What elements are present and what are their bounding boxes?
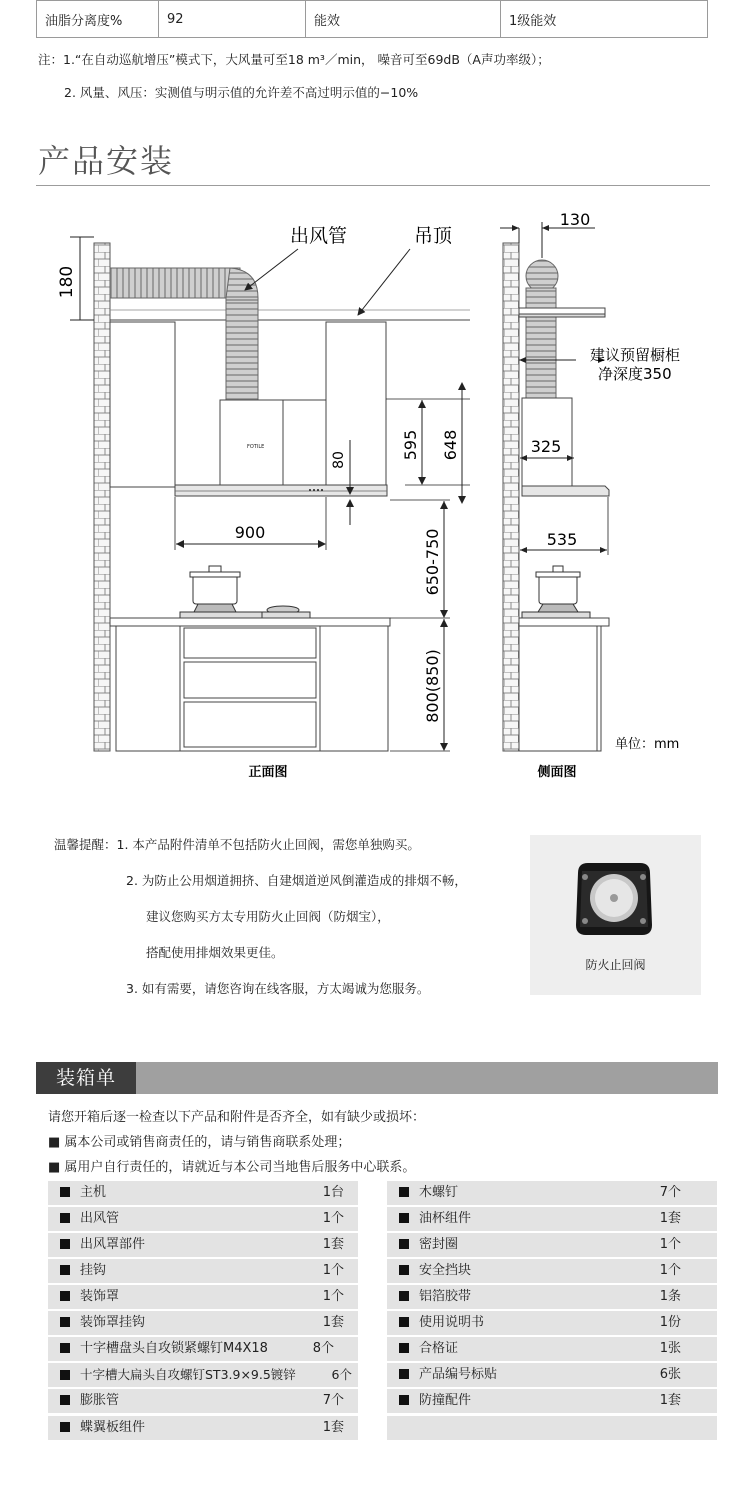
item-qty: 1套 <box>659 1211 681 1226</box>
item-qty: 1套 <box>322 1420 344 1435</box>
item-qty: 6个 <box>331 1367 352 1382</box>
horizontal-duct <box>110 268 240 298</box>
pot <box>193 574 237 604</box>
item-name: 铝箔胶带 <box>419 1289 472 1304</box>
bullet-square-icon <box>399 1291 409 1301</box>
spec-cell: 油脂分离度% <box>37 1 159 38</box>
item-qty: 1个 <box>322 1289 344 1304</box>
item-name: 密封圈 <box>419 1237 459 1252</box>
spec-cell: 92 <box>159 1 306 38</box>
packing-title: 装箱单 <box>36 1062 136 1094</box>
packing-intro: 请您开箱后逐一检查以下产品和附件是否齐全，如有缺少或损坏： <box>48 1110 426 1125</box>
table-row <box>37 1 708 38</box>
item-name: 安全挡块 <box>419 1263 472 1278</box>
item-qty: 1张 <box>659 1341 681 1356</box>
bullet-square-icon <box>60 1395 70 1405</box>
wall <box>503 243 519 751</box>
tip-5: 3. 如有需要，请您咨询在线客服，方太竭诚为您服务。 <box>126 981 430 996</box>
item-qty: 1套 <box>322 1315 344 1330</box>
list-item <box>387 1207 717 1231</box>
item-qty: 8个 <box>312 1341 334 1356</box>
list-item <box>48 1259 358 1283</box>
list-item <box>48 1337 358 1361</box>
list-item <box>48 1363 358 1387</box>
bullet-square-icon <box>399 1239 409 1249</box>
list-item <box>48 1416 358 1440</box>
dim-648: 648 <box>441 429 460 461</box>
label-cabinet-2: 净深度350 <box>598 365 672 383</box>
item-name: 膨胀管 <box>80 1393 120 1408</box>
bullet-square-icon <box>60 1239 70 1249</box>
dim-535: 535 <box>546 530 578 549</box>
product-image-box <box>530 835 701 995</box>
bullet-square-icon <box>399 1369 409 1379</box>
item-qty: 1套 <box>322 1237 344 1252</box>
list-item <box>48 1233 358 1257</box>
base-cabinet <box>116 626 388 751</box>
list-item <box>48 1181 358 1205</box>
item-qty: 1个 <box>659 1263 681 1278</box>
list-item <box>48 1389 358 1413</box>
item-qty: 1台 <box>322 1185 344 1200</box>
item-name: 使用说明书 <box>419 1315 485 1330</box>
item-qty: 1个 <box>322 1263 344 1278</box>
list-item <box>387 1285 717 1309</box>
countertop <box>519 618 609 626</box>
item-name: 装饰罩挂钩 <box>80 1315 146 1330</box>
tip-2: 2. 为防止公用烟道拥挤、自建烟道逆风倒灌造成的排烟不畅， <box>126 873 467 888</box>
tip-1: 温馨提醒：1. 本产品附件清单不包括防火止回阀，需您单独购买。 <box>54 837 420 852</box>
dim-325: 325 <box>530 437 562 456</box>
bullet-square-icon <box>60 1343 70 1353</box>
upper-shelf <box>519 308 605 314</box>
list-item <box>387 1233 717 1257</box>
item-name: 合格证 <box>419 1341 459 1356</box>
front-view-caption: 正面图 <box>248 765 288 780</box>
list-item <box>387 1363 717 1387</box>
note-1: 注：1.“在自动巡航增压”模式下，大风量可至18 m³／min， 噪音可至69dB（A声功率级）； <box>38 52 550 67</box>
list-item-empty <box>387 1416 717 1440</box>
list-item <box>48 1285 358 1309</box>
item-name: 防撞配件 <box>419 1393 472 1408</box>
bullet-square-icon <box>399 1265 409 1275</box>
dim-180: 180 <box>57 265 77 299</box>
side-view <box>500 210 680 752</box>
item-qty: 7个 <box>322 1393 344 1408</box>
brand-text: FOTILE <box>247 444 265 450</box>
list-item <box>387 1259 717 1283</box>
packing-header-bar <box>36 1062 718 1094</box>
tip-3: 建议您购买方太专用防火止回阀（防烟宝）， <box>146 909 390 924</box>
item-name: 装饰罩 <box>80 1289 120 1304</box>
pot <box>539 574 577 604</box>
item-name: 出风管 <box>80 1211 120 1226</box>
list-item <box>387 1389 717 1413</box>
item-name: 主机 <box>80 1185 107 1200</box>
item-qty: 6张 <box>659 1367 681 1382</box>
dim-650-750: 650-750 <box>423 528 442 596</box>
item-name: 蝶翼板组件 <box>80 1420 146 1435</box>
item-qty: 1个 <box>659 1237 681 1252</box>
item-name: 油杯组件 <box>419 1211 472 1226</box>
dim-130: 130 <box>559 210 591 229</box>
list-item <box>387 1337 717 1361</box>
item-qty: 1个 <box>322 1211 344 1226</box>
duct-section <box>526 260 558 292</box>
unit-label: 单位：mm <box>615 737 680 752</box>
section-title: 产品安装 <box>38 142 175 180</box>
vertical-duct <box>526 288 556 400</box>
vertical-duct <box>226 300 258 400</box>
installation-diagram <box>0 195 750 795</box>
bullet-square-icon <box>60 1265 70 1275</box>
item-name: 木螺钉 <box>419 1185 459 1200</box>
item-qty: 1份 <box>659 1315 681 1330</box>
item-qty: 1条 <box>659 1289 681 1304</box>
wall <box>94 243 110 751</box>
item-name: 十字槽盘头自攻锁紧螺钉M4X18 <box>80 1341 268 1356</box>
item-name: 挂钩 <box>80 1263 107 1278</box>
dim-800: 800(850) <box>423 649 442 723</box>
divider <box>36 185 710 186</box>
spec-cell: 能效 <box>306 1 501 38</box>
side-view-caption: 侧面图 <box>537 765 577 780</box>
label-ceiling: 吊顶 <box>414 225 453 247</box>
spec-table <box>36 0 708 38</box>
countertop <box>110 618 390 626</box>
bullet-square-icon <box>399 1343 409 1353</box>
list-item <box>48 1207 358 1231</box>
item-name: 十字槽大扁头自攻螺钉ST3.9×9.5镀锌 <box>80 1367 296 1382</box>
product-caption: 防火止回阀 <box>585 958 646 972</box>
item-qty: 7个 <box>659 1185 681 1200</box>
tip-4: 搭配使用排烟效果更佳。 <box>146 945 284 960</box>
item-qty: 1套 <box>659 1393 681 1408</box>
bullet-square-icon <box>60 1187 70 1197</box>
item-name: 产品编号标贴 <box>419 1367 498 1382</box>
bullet-square-icon <box>399 1317 409 1327</box>
packing-rule-1: ■ 属本公司或销售商责任的，请与销售商联系处理； <box>48 1135 351 1150</box>
bullet-square-icon <box>399 1187 409 1197</box>
dim-900: 900 <box>234 523 266 542</box>
bullet-square-icon <box>60 1291 70 1301</box>
bullet-square-icon <box>399 1213 409 1223</box>
label-cabinet-1: 建议预留橱柜 <box>590 346 681 364</box>
bullet-square-icon <box>60 1370 70 1380</box>
front-view <box>57 225 470 751</box>
dim-80: 80 <box>331 451 347 469</box>
fire-check-valve-image <box>530 835 701 965</box>
bullet-square-icon <box>399 1395 409 1405</box>
note-2: 2. 风量、风压：实测值与明示值的允许差不高过明示值的−10% <box>64 85 419 100</box>
base-cabinet <box>519 626 601 751</box>
hood-body <box>220 400 326 485</box>
spec-cell: 1级能效 <box>501 1 708 38</box>
label-duct: 出风管 <box>290 225 348 247</box>
bullet-square-icon <box>60 1422 70 1432</box>
bullet-square-icon <box>60 1213 70 1223</box>
dim-595: 595 <box>401 429 420 461</box>
bullet-square-icon <box>60 1317 70 1327</box>
list-item <box>387 1181 717 1205</box>
item-name: 出风罩部件 <box>80 1237 146 1252</box>
upper-cabinet-left <box>110 322 175 487</box>
list-item <box>48 1311 358 1335</box>
packing-rule-2: ■ 属用户自行责任的，请就近与本公司当地售后服务中心联系。 <box>48 1160 416 1175</box>
hood-panel <box>175 485 387 496</box>
list-item <box>387 1311 717 1335</box>
